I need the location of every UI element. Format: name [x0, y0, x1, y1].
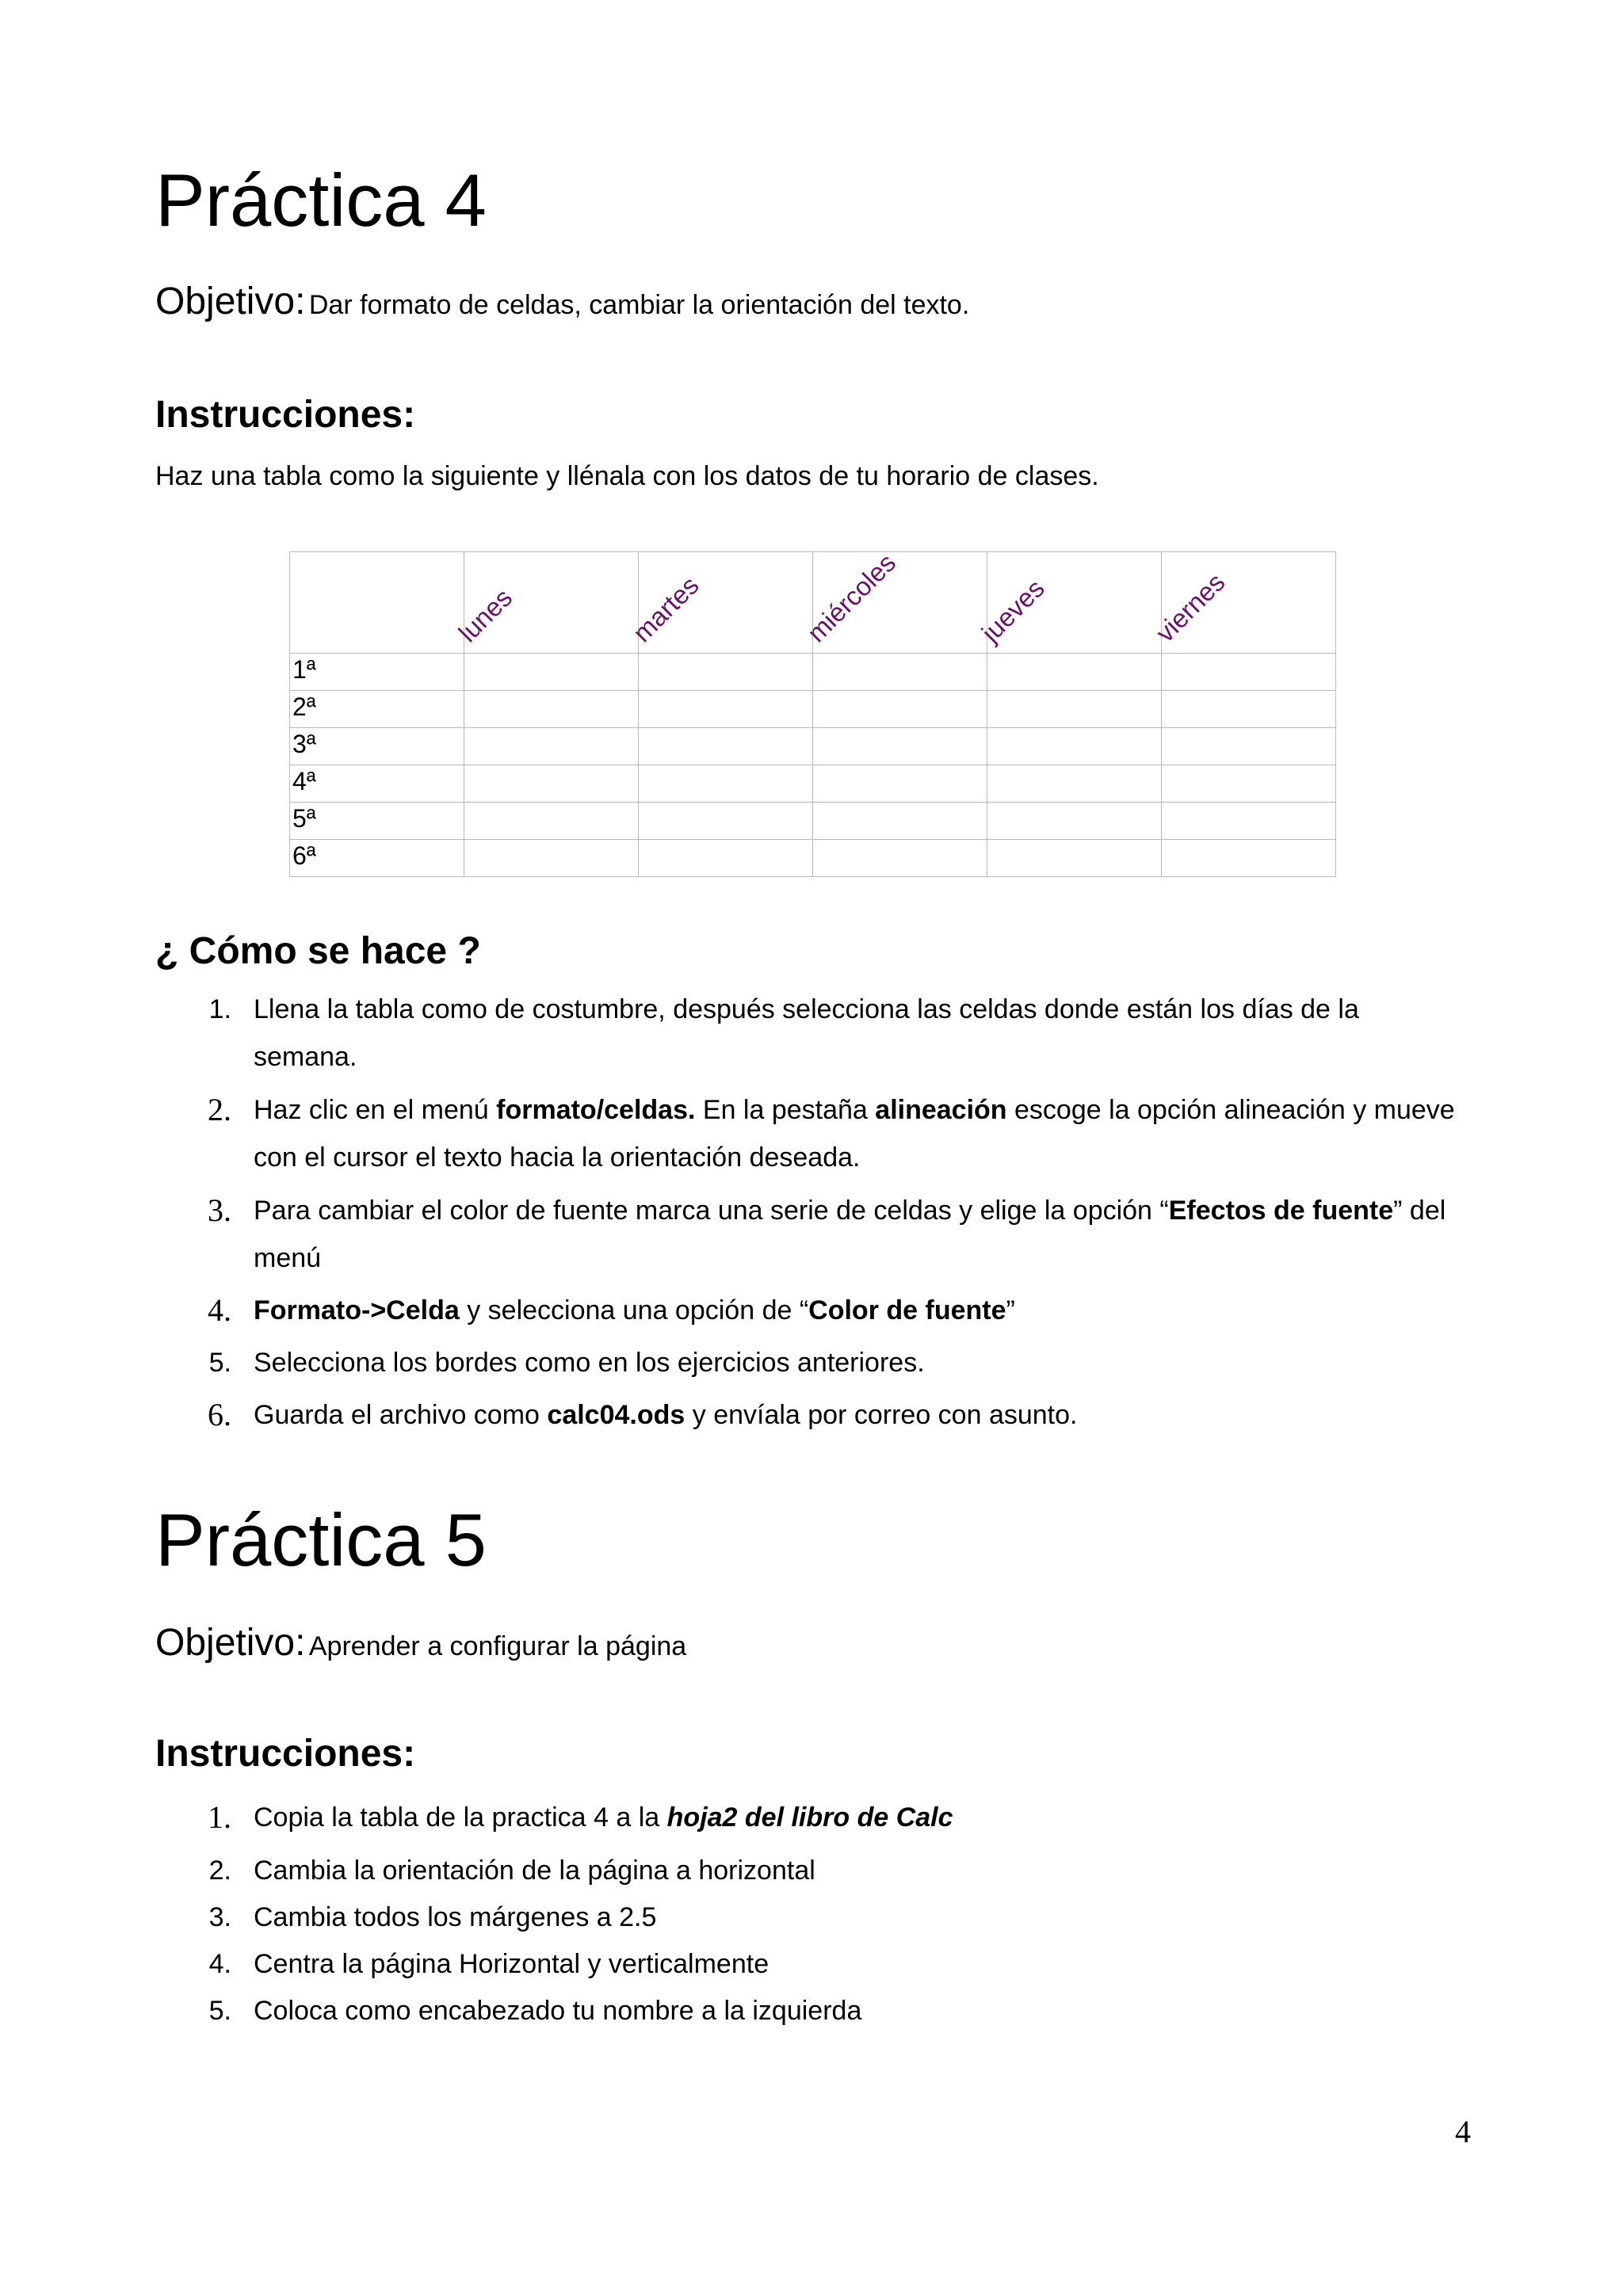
step-text: Para cambiar el color de fuente marca una serie de celdas y elige la opción “ [254, 1196, 1169, 1226]
objetivo-text: Dar formato de celdas, cambiar la orientación del texto. [308, 290, 970, 320]
step-text: Cambia todos los márgenes a 2.5 [254, 1902, 657, 1932]
practica4-title: Práctica 4 [155, 158, 487, 242]
day-label: viernes [1150, 567, 1231, 648]
schedule-cell [464, 654, 639, 691]
day-header-cell [801, 547, 987, 654]
step-text-bold: calc04.ods [547, 1400, 685, 1430]
schedule-cell [987, 691, 1162, 728]
table-row [290, 803, 1336, 840]
step-number: 6. [208, 1397, 231, 1432]
list-item [208, 1391, 1490, 1439]
schedule-cell [987, 765, 1162, 803]
row-label: 4ª [290, 765, 464, 803]
practica5-steps [208, 1794, 1490, 2035]
step-text-bold: Formato->Celda [254, 1295, 460, 1325]
practica4-instrucciones-heading: Instrucciones: [155, 394, 416, 436]
schedule-table [289, 547, 1336, 877]
list-item [208, 1794, 1490, 1841]
page-number: 4 [1455, 2114, 1471, 2149]
step-number: 4. [208, 1949, 231, 1979]
practica4-objetivo [155, 280, 970, 322]
step-text: escoge la opción alineación y mueve [1006, 1095, 1455, 1125]
objetivo-label: Objetivo: [155, 280, 306, 322]
schedule-cell [464, 840, 639, 877]
schedule-cell [1162, 728, 1336, 765]
row-label: 3ª [290, 728, 464, 765]
step-number: 5. [208, 1996, 231, 2026]
step-text-bold: Color de fuente [808, 1295, 1006, 1325]
table-row [290, 765, 1336, 803]
schedule-cell [987, 654, 1162, 691]
schedule-cell [1162, 765, 1336, 803]
practica4-instrucciones-text: Haz una tabla como la siguiente y llénala con los datos de tu horario de clases. [155, 461, 1099, 491]
step-number: 5. [208, 1348, 231, 1378]
step-text-bold: formato/celdas. [496, 1095, 696, 1125]
step-number: 1. [208, 994, 231, 1024]
schedule-cell [987, 803, 1162, 840]
day-header-cell [627, 552, 813, 654]
schedule-cell [813, 654, 987, 691]
step-text: ” [1006, 1295, 1015, 1325]
schedule-cell [813, 691, 987, 728]
schedule-cell [813, 840, 987, 877]
step-text: Llena la tabla como de costumbre, después selecciona las celdas donde están los días de la [254, 994, 1359, 1024]
schedule-cell [1162, 654, 1336, 691]
step-number: 3. [208, 1902, 231, 1932]
step-text: semana. [254, 1042, 357, 1072]
table-row [290, 691, 1336, 728]
step-text: Copia la tabla de la practica 4 a la [254, 1802, 667, 1833]
list-item [208, 1940, 1490, 1988]
table-row [290, 654, 1336, 691]
schedule-cell [639, 840, 813, 877]
schedule-cell [987, 840, 1162, 877]
list-item [208, 1287, 1490, 1334]
schedule-cell [813, 765, 987, 803]
step-text: Coloca como encabezado tu nombre a la izquierda [254, 1996, 862, 2026]
schedule-cell [639, 728, 813, 765]
schedule-cell [1162, 840, 1336, 877]
step-number: 4. [208, 1292, 231, 1328]
schedule-cell [464, 728, 639, 765]
list-item [208, 1339, 1490, 1386]
row-label: 5ª [290, 803, 464, 840]
list-item [208, 1987, 1490, 2035]
schedule-cell [639, 803, 813, 840]
step-number: 1. [208, 1799, 231, 1835]
day-label: miércoles [801, 547, 902, 648]
step-text: menú [254, 1243, 322, 1273]
schedule-cell [813, 728, 987, 765]
schedule-cell [813, 803, 987, 840]
step-number: 2. [208, 1092, 231, 1127]
schedule-corner-cell [290, 552, 464, 654]
day-header-cell [1150, 552, 1336, 654]
practica4-steps [208, 986, 1490, 1439]
list-item [208, 1086, 1490, 1181]
schedule-cell [987, 728, 1162, 765]
step-text-bold-italic: hoja2 del libro de Calc [666, 1802, 953, 1833]
schedule-cell [639, 765, 813, 803]
step-text: Centra la página Horizontal y verticalmente [254, 1949, 769, 1979]
step-text: Guarda el archivo como [254, 1400, 548, 1430]
objetivo-text: Aprender a configurar la página [308, 1631, 687, 1661]
step-text: y selecciona una opción de “ [459, 1295, 809, 1325]
list-item [208, 986, 1490, 1081]
day-label: jueves [976, 573, 1050, 648]
practica5-objetivo [155, 1624, 686, 1662]
step-text: Cambia la orientación de la página a horizontal [254, 1855, 815, 1886]
schedule-cell [1162, 691, 1336, 728]
day-label: lunes [453, 582, 518, 648]
schedule-cell [464, 765, 639, 803]
step-text: ” del [1393, 1196, 1446, 1226]
practica5-title: Práctica 5 [155, 1498, 487, 1581]
row-label: 6ª [290, 840, 464, 877]
practica5-instrucciones-heading: Instrucciones: [155, 1733, 416, 1775]
schedule-cell [1162, 803, 1336, 840]
step-text-bold: alineación [875, 1095, 1007, 1125]
day-label: martes [627, 570, 705, 648]
schedule-cell [639, 654, 813, 691]
table-row [290, 840, 1336, 877]
step-text: Haz clic en el menú [254, 1095, 497, 1125]
step-text: con el cursor el texto hacia la orientación deseada. [254, 1142, 861, 1173]
schedule-cell [464, 803, 639, 840]
step-text-bold: Efectos de fuente [1168, 1196, 1394, 1226]
day-header-cell [453, 552, 639, 654]
objetivo-label: Objetivo: [155, 1622, 306, 1664]
step-text: Selecciona los bordes como en los ejercicios anteriores. [254, 1348, 925, 1378]
schedule-cell [464, 691, 639, 728]
row-label: 1ª [290, 654, 464, 691]
list-item [208, 1847, 1490, 1894]
como-se-hace-heading: ¿ Cómo se hace ? [155, 930, 481, 972]
schedule-cell [639, 691, 813, 728]
day-header-cell [976, 552, 1162, 654]
list-item [208, 1187, 1490, 1282]
step-text: En la pestaña [695, 1095, 876, 1125]
step-number: 2. [208, 1855, 231, 1886]
row-label: 2ª [290, 691, 464, 728]
schedule-header-row [290, 552, 1336, 654]
step-number: 3. [208, 1192, 231, 1228]
list-item [208, 1894, 1490, 1941]
table-row [290, 728, 1336, 765]
step-text: y envíala por correo con asunto. [685, 1400, 1078, 1430]
